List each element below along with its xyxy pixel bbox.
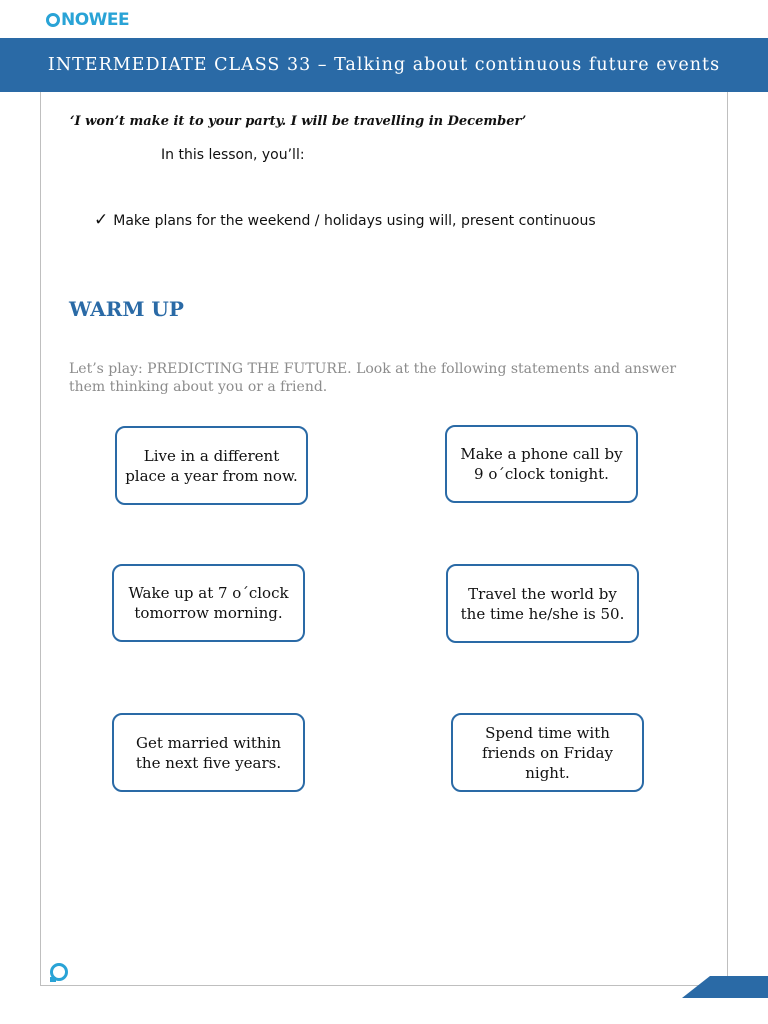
check-icon: ✓ [94, 210, 109, 230]
statement-card: Spend time with friends on Friday night. [451, 713, 644, 792]
lesson-quote: ‘I won’t make it to your party. I will be travelling in December’ [70, 114, 527, 129]
brand-logo [46, 8, 129, 32]
warmup-heading: WARM UP [69, 297, 184, 321]
statement-card: Make a phone call by 9 o´clock tonight. [445, 425, 638, 503]
statement-card: Travel the world by the time he/she is 50. [446, 564, 639, 643]
statement-card: Live in a different place a year from now. [115, 426, 308, 505]
footer-logo-tail [50, 977, 56, 982]
header-banner [0, 38, 768, 92]
statement-card: Get married within the next five years. [112, 713, 305, 792]
page-title: INTERMEDIATE CLASS 33 – Talking about continuous future events [47, 55, 721, 75]
logo-text: NOWEE [61, 10, 130, 30]
lesson-intro: In this lesson, you’ll: [161, 147, 305, 163]
statement-card: Wake up at 7 o´clock tomorrow morning. [112, 564, 305, 642]
logo-ring-icon [46, 13, 60, 27]
objective-text: Make plans for the weekend / holidays using will, present continuous [113, 212, 596, 229]
warmup-instructions: Let’s play: PREDICTING THE FUTURE. Look at the following statements and answer them thinking about you or a friend. [69, 361, 677, 395]
lesson-objective [94, 212, 596, 229]
